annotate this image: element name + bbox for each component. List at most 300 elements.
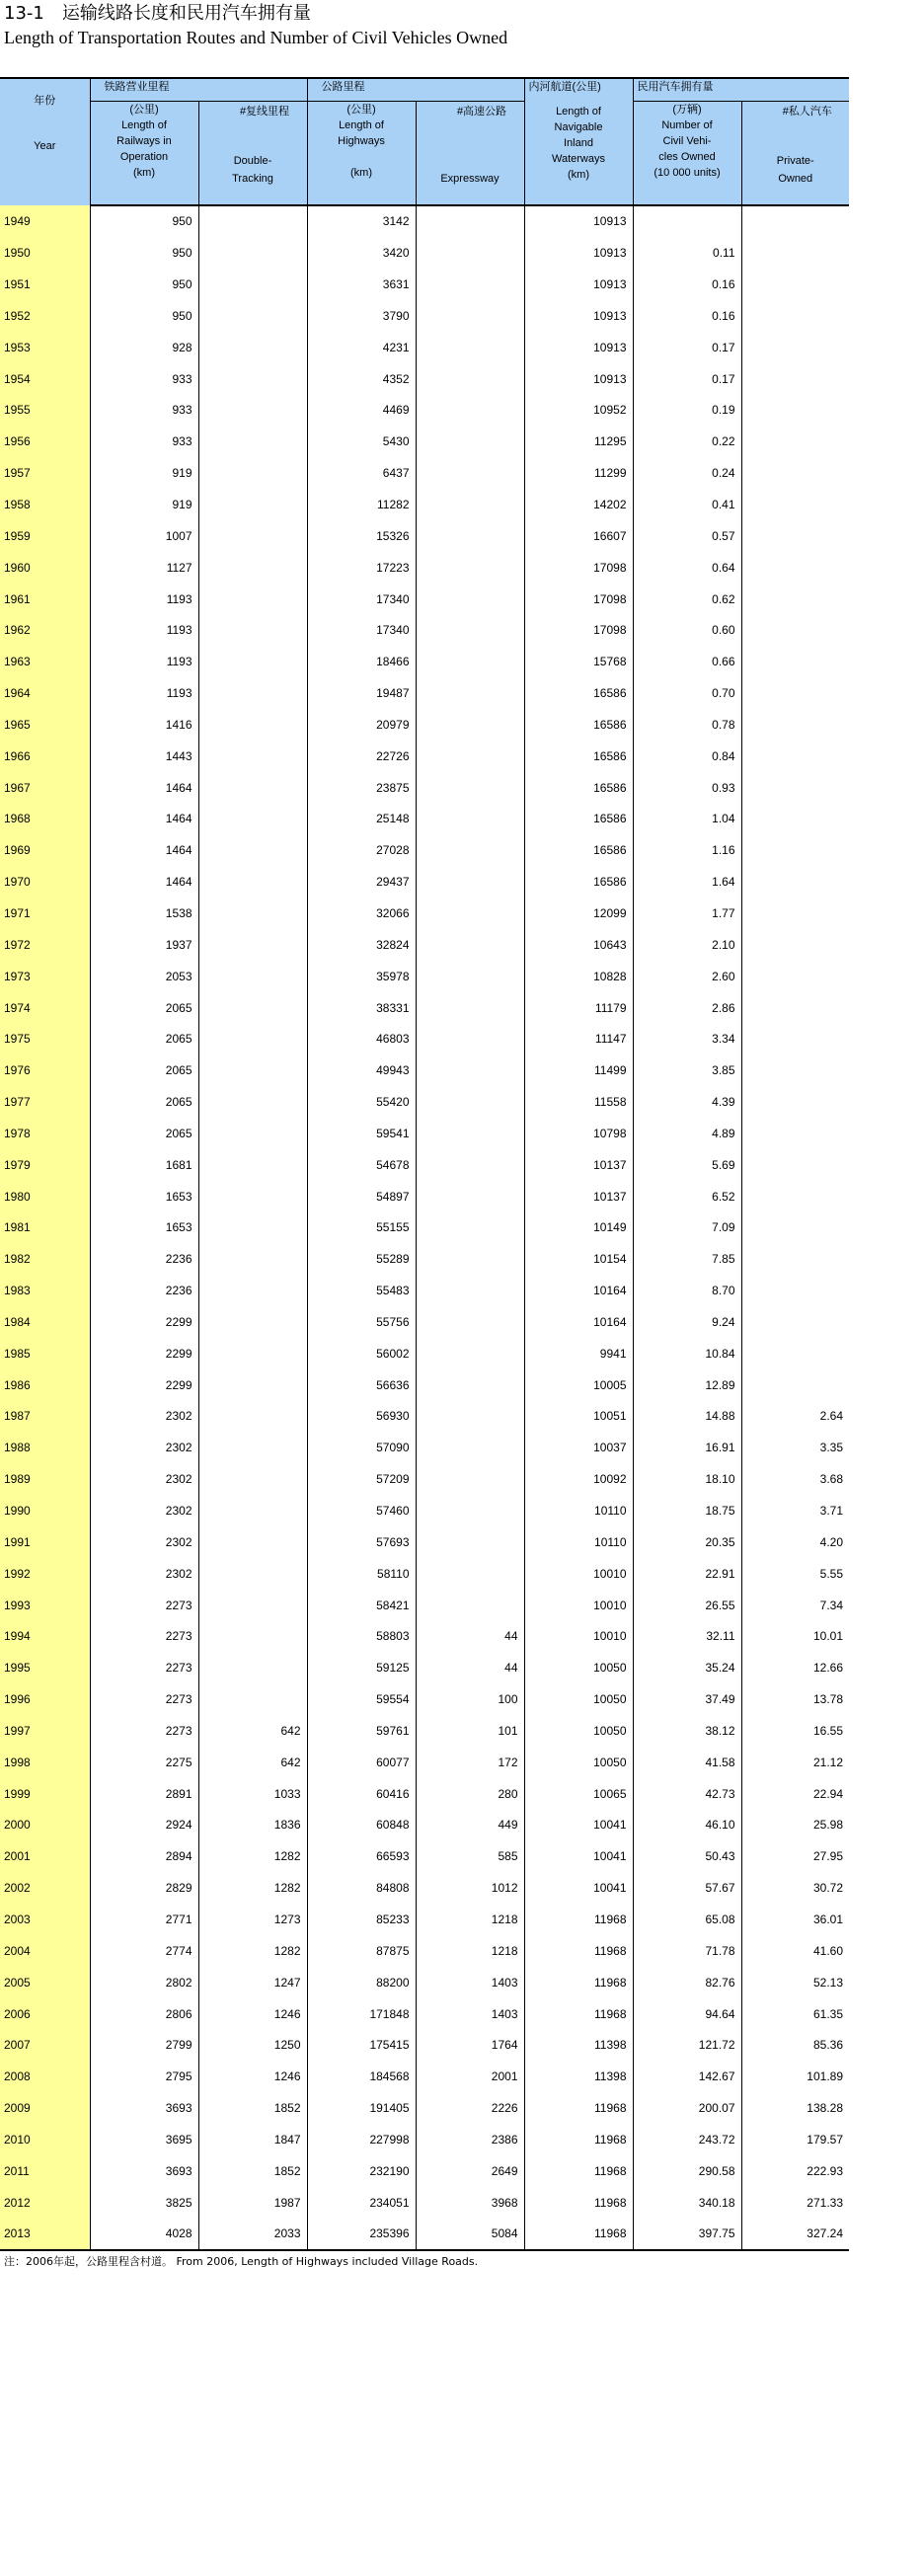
data-table xyxy=(0,77,849,2251)
table-row xyxy=(0,646,849,677)
table-row xyxy=(0,804,849,835)
table-row xyxy=(0,898,849,929)
waterways-cell: 10149 xyxy=(524,1212,633,1244)
double-tracking-cell xyxy=(198,1181,307,1212)
header-water-en-3: Inland xyxy=(564,136,593,149)
waterways-cell: 10050 xyxy=(524,1683,633,1715)
private-vehicles-cell: 27.95 xyxy=(812,1849,843,1864)
expressway-cell: 585 xyxy=(416,1840,524,1872)
double-tracking-cell xyxy=(198,205,307,238)
civil-vehicles-cell: 0.17 xyxy=(633,363,741,395)
expressway-cell: 1218 xyxy=(416,1935,524,1967)
year-cell: 1978 xyxy=(0,1118,90,1149)
civil-vehicles-cell: 340.18 xyxy=(633,2187,741,2219)
private-vehicles-cell: 10.01 xyxy=(812,1629,843,1644)
double-tracking-cell: 1282 xyxy=(198,1872,307,1904)
highway-length-cell: 32066 xyxy=(307,898,416,929)
year-cell: 2012 xyxy=(0,2187,90,2219)
expressway-cell: 3968 xyxy=(416,2187,524,2219)
civil-vehicles-cell: 35.24 xyxy=(633,1652,741,1683)
waterways-cell: 11968 xyxy=(524,1904,633,1935)
expressway-cell: 1764 xyxy=(416,2029,524,2061)
year-cell: 1990 xyxy=(0,1495,90,1526)
table-row xyxy=(0,426,849,457)
expressway-cell xyxy=(416,363,524,395)
double-tracking-cell xyxy=(198,866,307,898)
double-tracking-cell xyxy=(198,1652,307,1683)
year-cell: 2004 xyxy=(0,1935,90,1967)
table-row xyxy=(0,2061,849,2092)
double-tracking-cell: 2033 xyxy=(198,2219,307,2251)
year-cell: 1954 xyxy=(0,363,90,395)
year-cell: 1997 xyxy=(0,1715,90,1747)
private-vehicles-cell: 2.64 xyxy=(819,1409,843,1424)
year-cell: 1996 xyxy=(0,1683,90,1715)
civil-vehicles-cell: 0.62 xyxy=(633,584,741,615)
highway-length-cell: 84808 xyxy=(307,1872,416,1904)
private-vehicles-cell: 3.71 xyxy=(819,1504,843,1519)
waterways-cell: 16586 xyxy=(524,677,633,709)
table-row xyxy=(0,395,849,427)
header-year-cn: 年份 xyxy=(34,95,56,107)
year-cell: 1974 xyxy=(0,992,90,1024)
highway-length-cell: 22726 xyxy=(307,741,416,772)
year-cell: 1973 xyxy=(0,961,90,992)
civil-vehicles-cell: 0.66 xyxy=(633,646,741,677)
header-double-cn: #复线里程 xyxy=(239,106,290,117)
railway-length-cell: 2302 xyxy=(90,1401,198,1433)
double-tracking-cell xyxy=(198,1023,307,1054)
railway-length-cell: 1681 xyxy=(90,1149,198,1181)
highway-length-cell: 59761 xyxy=(307,1715,416,1747)
highway-length-cell: 191405 xyxy=(307,2092,416,2124)
expressway-cell xyxy=(416,834,524,866)
year-cell: 2011 xyxy=(0,2155,90,2187)
railway-length-cell: 2299 xyxy=(90,1338,198,1369)
highway-length-cell: 3790 xyxy=(307,300,416,332)
header-express-en: Expressway xyxy=(440,173,500,185)
double-tracking-cell: 1247 xyxy=(198,1967,307,1998)
highway-length-cell: 57460 xyxy=(307,1495,416,1526)
highway-length-cell: 17340 xyxy=(307,584,416,615)
double-tracking-cell xyxy=(198,1590,307,1621)
civil-vehicles-cell: 12.89 xyxy=(633,1369,741,1401)
table-row xyxy=(0,205,849,238)
civil-vehicles-cell: 3.34 xyxy=(633,1023,741,1054)
expressway-cell: 101 xyxy=(416,1715,524,1747)
expressway-cell xyxy=(416,1181,524,1212)
table-row xyxy=(0,1275,849,1306)
private-vehicles-cell: 7.34 xyxy=(819,1598,843,1612)
highway-length-cell: 60416 xyxy=(307,1778,416,1810)
private-vehicles-cell xyxy=(741,834,849,866)
highway-length-cell: 57693 xyxy=(307,1526,416,1558)
civil-vehicles-cell: 6.52 xyxy=(633,1181,741,1212)
private-vehicles-cell: 36.01 xyxy=(812,1912,843,1926)
double-tracking-cell: 1836 xyxy=(198,1810,307,1841)
table-row xyxy=(0,1243,849,1275)
railway-length-cell: 933 xyxy=(90,363,198,395)
highway-length-cell: 59541 xyxy=(307,1118,416,1149)
double-tracking-cell xyxy=(198,1054,307,1086)
table-row xyxy=(0,2187,849,2219)
header-vehicles xyxy=(633,102,741,205)
civil-vehicles-cell: 0.24 xyxy=(633,457,741,489)
railway-length-cell: 950 xyxy=(90,269,198,300)
civil-vehicles-cell: 0.78 xyxy=(633,709,741,741)
table-row xyxy=(0,1432,849,1463)
waterways-cell: 10110 xyxy=(524,1526,633,1558)
waterways-cell: 10010 xyxy=(524,1590,633,1621)
double-tracking-cell xyxy=(198,1620,307,1652)
year-cell: 1952 xyxy=(0,300,90,332)
civil-vehicles-cell: 1.04 xyxy=(633,804,741,835)
year-cell: 1989 xyxy=(0,1463,90,1495)
table-row xyxy=(0,2124,849,2155)
table-row xyxy=(0,237,849,269)
civil-vehicles-cell: 0.84 xyxy=(633,741,741,772)
civil-vehicles-cell: 65.08 xyxy=(633,1904,741,1935)
waterways-cell: 11968 xyxy=(524,2219,633,2251)
year-cell: 1969 xyxy=(0,834,90,866)
civil-vehicles-cell: 2.60 xyxy=(633,961,741,992)
railway-length-cell: 2302 xyxy=(90,1495,198,1526)
double-tracking-cell xyxy=(198,1495,307,1526)
header-rail-en-1: Length of xyxy=(121,119,167,131)
civil-vehicles-cell: 290.58 xyxy=(633,2155,741,2187)
year-cell: 1962 xyxy=(0,614,90,646)
waterways-cell: 11295 xyxy=(524,426,633,457)
railway-length-cell: 2273 xyxy=(90,1620,198,1652)
railway-length-cell: 2275 xyxy=(90,1747,198,1778)
civil-vehicles-cell: 0.17 xyxy=(633,332,741,363)
table-row xyxy=(0,1747,849,1778)
highway-length-cell: 4469 xyxy=(307,395,416,427)
table-row xyxy=(0,677,849,709)
table-body xyxy=(0,205,849,2251)
double-tracking-cell xyxy=(198,898,307,929)
header-water-en-1: Length of xyxy=(556,105,601,117)
highway-length-cell: 46803 xyxy=(307,1023,416,1054)
table-row xyxy=(0,457,849,489)
waterways-cell: 10041 xyxy=(524,1810,633,1841)
header-vehicles-en-3: cles Owned xyxy=(658,151,716,163)
railway-length-cell: 1538 xyxy=(90,898,198,929)
header-rail-en-4: (km) xyxy=(133,167,155,179)
waterways-cell: 11968 xyxy=(524,2187,633,2219)
waterways-cell: 11179 xyxy=(524,992,633,1024)
table-row xyxy=(0,741,849,772)
double-tracking-cell xyxy=(198,426,307,457)
highway-length-cell: 58421 xyxy=(307,1590,416,1621)
railway-length-cell: 1464 xyxy=(90,772,198,804)
railway-length-cell: 2273 xyxy=(90,1715,198,1747)
railway-length-cell: 2802 xyxy=(90,1967,198,1998)
expressway-cell xyxy=(416,489,524,520)
civil-vehicles-cell: 26.55 xyxy=(633,1590,741,1621)
private-vehicles-cell: 61.35 xyxy=(812,2006,843,2021)
table-row xyxy=(0,332,849,363)
railway-length-cell: 919 xyxy=(90,457,198,489)
civil-vehicles-cell: 3.85 xyxy=(633,1054,741,1086)
table-row xyxy=(0,1401,849,1433)
civil-vehicles-cell: 16.91 xyxy=(633,1432,741,1463)
highway-length-cell: 58110 xyxy=(307,1558,416,1590)
highway-length-cell: 55756 xyxy=(307,1306,416,1338)
private-vehicles-cell xyxy=(741,772,849,804)
table-row xyxy=(0,1023,849,1054)
year-cell: 1950 xyxy=(0,237,90,269)
table-row xyxy=(0,1118,849,1149)
civil-vehicles-cell: 7.85 xyxy=(633,1243,741,1275)
civil-vehicles-cell: 32.11 xyxy=(633,1620,741,1652)
highway-length-cell: 235396 xyxy=(307,2219,416,2251)
year-cell: 1970 xyxy=(0,866,90,898)
header-double-en-2: Tracking xyxy=(232,173,273,185)
table-row xyxy=(0,269,849,300)
table-row xyxy=(0,1558,849,1590)
header-waterways xyxy=(524,102,633,205)
waterways-cell: 11299 xyxy=(524,457,633,489)
civil-vehicles-cell: 8.70 xyxy=(633,1275,741,1306)
waterways-cell: 10913 xyxy=(524,205,633,238)
table-row xyxy=(0,1935,849,1967)
year-cell: 1982 xyxy=(0,1243,90,1275)
private-vehicles-cell xyxy=(741,992,849,1024)
year-cell: 1981 xyxy=(0,1212,90,1244)
civil-vehicles-cell: 4.89 xyxy=(633,1118,741,1149)
table-row xyxy=(0,363,849,395)
highway-length-cell: 19487 xyxy=(307,677,416,709)
expressway-cell: 1218 xyxy=(416,1904,524,1935)
railway-length-cell: 2302 xyxy=(90,1558,198,1590)
double-tracking-cell xyxy=(198,1401,307,1433)
private-vehicles-cell: 5.55 xyxy=(819,1566,843,1581)
table-row xyxy=(0,929,849,961)
private-vehicles-cell: 30.72 xyxy=(812,1881,843,1896)
private-vehicles-cell xyxy=(741,520,849,552)
civil-vehicles-cell: 18.10 xyxy=(633,1463,741,1495)
highway-length-cell: 25148 xyxy=(307,804,416,835)
double-tracking-cell xyxy=(198,614,307,646)
waterways-cell: 17098 xyxy=(524,584,633,615)
highway-length-cell: 58803 xyxy=(307,1620,416,1652)
table-row xyxy=(0,2219,849,2251)
year-cell: 1949 xyxy=(0,205,90,238)
waterways-cell: 17098 xyxy=(524,552,633,584)
year-cell: 1991 xyxy=(0,1526,90,1558)
expressway-cell xyxy=(416,1369,524,1401)
civil-vehicles-cell: 243.72 xyxy=(633,2124,741,2155)
private-vehicles-cell: 271.33 xyxy=(807,2195,843,2210)
waterways-cell: 10798 xyxy=(524,1118,633,1149)
waterways-cell: 10137 xyxy=(524,1149,633,1181)
waterways-cell: 16586 xyxy=(524,804,633,835)
private-vehicles-cell xyxy=(741,1118,849,1149)
railway-length-cell: 2302 xyxy=(90,1432,198,1463)
waterways-cell: 16586 xyxy=(524,834,633,866)
highway-length-cell: 18466 xyxy=(307,646,416,677)
highway-length-cell: 85233 xyxy=(307,1904,416,1935)
table-row xyxy=(0,1652,849,1683)
waterways-cell: 11968 xyxy=(524,2124,633,2155)
waterways-cell: 16586 xyxy=(524,866,633,898)
double-tracking-cell xyxy=(198,677,307,709)
year-cell: 2003 xyxy=(0,1904,90,1935)
highway-length-cell: 3631 xyxy=(307,269,416,300)
expressway-cell xyxy=(416,584,524,615)
waterways-cell: 12099 xyxy=(524,898,633,929)
private-vehicles-cell xyxy=(741,1181,849,1212)
highway-length-cell: 27028 xyxy=(307,834,416,866)
private-vehicles-cell: 13.78 xyxy=(812,1692,843,1707)
expressway-cell xyxy=(416,1054,524,1086)
highway-length-cell: 87875 xyxy=(307,1935,416,1967)
private-vehicles-cell xyxy=(741,584,849,615)
double-tracking-cell xyxy=(198,1526,307,1558)
header-highway-en-2: Highways xyxy=(338,135,385,147)
waterways-cell: 10050 xyxy=(524,1652,633,1683)
civil-vehicles-cell: 5.69 xyxy=(633,1149,741,1181)
waterways-cell: 10050 xyxy=(524,1715,633,1747)
waterways-cell: 10952 xyxy=(524,395,633,427)
header-vehicles-unit: (万辆) xyxy=(672,104,702,116)
railway-length-cell: 2273 xyxy=(90,1590,198,1621)
header-vehicles-en-1: Number of xyxy=(661,119,713,131)
table-row xyxy=(0,614,849,646)
year-cell: 2000 xyxy=(0,1810,90,1841)
waterways-cell: 16586 xyxy=(524,741,633,772)
highway-length-cell: 3420 xyxy=(307,237,416,269)
double-tracking-cell xyxy=(198,1086,307,1118)
expressway-cell xyxy=(416,1243,524,1275)
railway-length-cell: 1653 xyxy=(90,1212,198,1244)
header-year xyxy=(0,78,90,205)
year-cell: 2009 xyxy=(0,2092,90,2124)
highway-length-cell: 234051 xyxy=(307,2187,416,2219)
table-row xyxy=(0,1620,849,1652)
private-vehicles-cell: 21.12 xyxy=(812,1755,843,1769)
double-tracking-cell xyxy=(198,741,307,772)
year-cell: 1983 xyxy=(0,1275,90,1306)
expressway-cell xyxy=(416,1432,524,1463)
double-tracking-cell xyxy=(198,1369,307,1401)
waterways-cell: 17098 xyxy=(524,614,633,646)
railway-length-cell: 2065 xyxy=(90,1054,198,1086)
table-row xyxy=(0,1998,849,2030)
waterways-cell: 15768 xyxy=(524,646,633,677)
table-row xyxy=(0,992,849,1024)
private-vehicles-cell: 101.89 xyxy=(807,2069,843,2084)
private-vehicles-cell: 25.98 xyxy=(812,1818,843,1833)
year-cell: 1988 xyxy=(0,1432,90,1463)
waterways-cell: 10913 xyxy=(524,237,633,269)
private-vehicles-cell xyxy=(741,1086,849,1118)
header-highway-en-4: (km) xyxy=(350,167,372,179)
header-highway-group: 公路里程 xyxy=(307,78,524,102)
waterways-cell: 10010 xyxy=(524,1620,633,1652)
table-row xyxy=(0,772,849,804)
expressway-cell: 44 xyxy=(416,1652,524,1683)
expressway-cell xyxy=(416,1463,524,1495)
waterways-cell: 11558 xyxy=(524,1086,633,1118)
expressway-cell: 2226 xyxy=(416,2092,524,2124)
civil-vehicles-cell: 121.72 xyxy=(633,2029,741,2061)
civil-vehicles-cell: 0.19 xyxy=(633,395,741,427)
highway-length-cell: 55155 xyxy=(307,1212,416,1244)
expressway-cell xyxy=(416,1590,524,1621)
railway-length-cell: 2799 xyxy=(90,2029,198,2061)
footnote: 注：2006年起，公路里程含村道。 From 2006, Length of Highways included Village Roads. xyxy=(4,2255,479,2268)
waterways-cell: 10913 xyxy=(524,363,633,395)
header-water-en-5: (km) xyxy=(568,168,589,181)
railway-length-cell: 2891 xyxy=(90,1778,198,1810)
expressway-cell xyxy=(416,300,524,332)
double-tracking-cell: 1847 xyxy=(198,2124,307,2155)
double-tracking-cell: 1033 xyxy=(198,1778,307,1810)
private-vehicles-cell xyxy=(741,1054,849,1086)
table-row xyxy=(0,1683,849,1715)
highway-length-cell: 5430 xyxy=(307,426,416,457)
year-cell: 1975 xyxy=(0,1023,90,1054)
table-row xyxy=(0,2029,849,2061)
private-vehicles-cell xyxy=(741,1306,849,1338)
double-tracking-cell xyxy=(198,709,307,741)
double-tracking-cell xyxy=(198,1463,307,1495)
civil-vehicles-cell: 71.78 xyxy=(633,1935,741,1967)
expressway-cell xyxy=(416,520,524,552)
header-private xyxy=(741,102,849,205)
private-vehicles-cell: 138.28 xyxy=(807,2101,843,2116)
header-rail-group: 铁路营业里程 xyxy=(90,78,307,102)
year-cell: 1994 xyxy=(0,1620,90,1652)
civil-vehicles-cell: 142.67 xyxy=(633,2061,741,2092)
highway-length-cell: 59554 xyxy=(307,1683,416,1715)
double-tracking-cell xyxy=(198,552,307,584)
waterways-cell: 11968 xyxy=(524,1998,633,2030)
table-row xyxy=(0,1338,849,1369)
double-tracking-cell: 1282 xyxy=(198,1935,307,1967)
expressway-cell xyxy=(416,552,524,584)
railway-length-cell: 1464 xyxy=(90,834,198,866)
expressway-cell: 5084 xyxy=(416,2219,524,2251)
railway-length-cell: 1193 xyxy=(90,614,198,646)
civil-vehicles-cell: 18.75 xyxy=(633,1495,741,1526)
table-row xyxy=(0,520,849,552)
header-water-group: 内河航道(公里) xyxy=(524,78,633,102)
year-cell: 2006 xyxy=(0,1998,90,2030)
year-cell: 1993 xyxy=(0,1590,90,1621)
private-vehicles-cell xyxy=(741,205,849,238)
expressway-cell xyxy=(416,1558,524,1590)
railway-length-cell: 2065 xyxy=(90,1086,198,1118)
waterways-cell: 10065 xyxy=(524,1778,633,1810)
civil-vehicles-cell: 397.75 xyxy=(633,2219,741,2251)
year-cell: 1960 xyxy=(0,552,90,584)
title-block xyxy=(4,2,507,49)
waterways-cell: 10164 xyxy=(524,1275,633,1306)
header-express-cn: #高速公路 xyxy=(456,106,507,117)
expressway-cell xyxy=(416,395,524,427)
header-private-en-2: Owned xyxy=(778,173,813,185)
header-water-en-2: Navigable xyxy=(554,120,603,133)
year-cell: 1966 xyxy=(0,741,90,772)
railway-length-cell: 1416 xyxy=(90,709,198,741)
civil-vehicles-cell: 37.49 xyxy=(633,1683,741,1715)
table-row xyxy=(0,1810,849,1841)
double-tracking-cell xyxy=(198,584,307,615)
expressway-cell xyxy=(416,772,524,804)
